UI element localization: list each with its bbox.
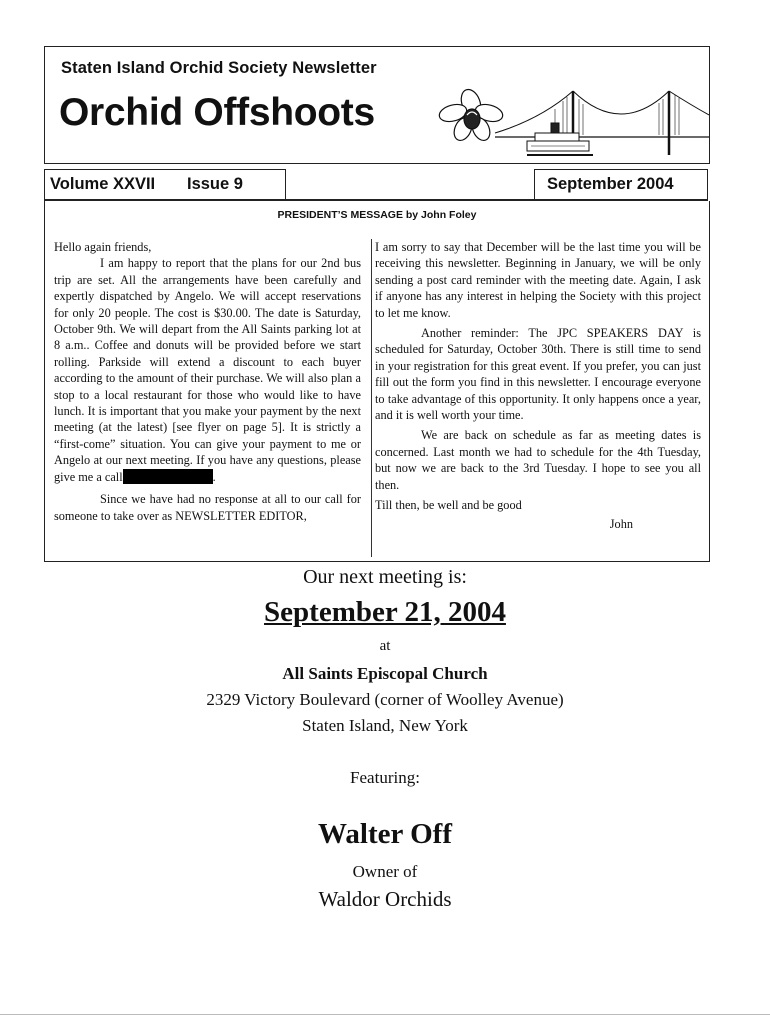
issue-label: Issue 9 xyxy=(187,175,243,193)
column-divider xyxy=(371,239,372,557)
greeting: Hello again friends, xyxy=(54,240,152,254)
meeting-address: 2329 Victory Boulevard (corner of Woolley Avenue) xyxy=(206,690,564,709)
message-paragraph: Since we have had no response at all to our call for someone to take over as NEWSLETTER EDITOR, xyxy=(54,492,361,523)
scan-edge-line xyxy=(0,1014,770,1015)
bus-trip-text: I am happy to report that the plans for our 2nd bus trip are set. All the arrangements have been carefully and expertly dispatched by Angelo. We will accept reservations for only 20 people. The cost is $30.00. The date is Saturday, October 9th. We will depart from the All Saints parking lot at 8 a.m.. Coffee and donuts will be provided before we start rolling. Parkside will extend a discount to each buyer according to the amount of their purchase. We will also plan a stop to a local restaurant for those who would like to have lunch. It is important that you make your payment by the next meeting (at the latest) [see flyer on page 5]. It is strictly a “first-come” situation. You can give your payment to me or Angelo at our next meeting. If you have any questions, please give me a call xyxy=(54,256,361,484)
newsletter-kicker: Staten Island Orchid Society Newsletter xyxy=(61,59,377,77)
message-heading: PRESIDENT’S MESSAGE by John Foley xyxy=(277,209,477,221)
meeting-city: Staten Island, New York xyxy=(302,716,468,735)
orchid-flower-icon xyxy=(437,87,504,143)
meeting-date: September 21, 2004 xyxy=(264,596,506,628)
message-right-column xyxy=(375,239,701,532)
message-paragraph: Another reminder: The JPC SPEAKERS DAY is scheduled for Saturday, October 30th. There is still time to send in your registration for this great event. If you prefer, you can just fill out the form you find in this newsletter. I encourage everyone to take advantage of this opportunity. It only happens once a year, and it is well worth your time. xyxy=(375,326,701,423)
next-meeting-intro: Our next meeting is: xyxy=(303,566,467,588)
meeting-at: at xyxy=(379,638,391,654)
volume-label: Volume XXVII xyxy=(50,175,156,193)
masthead xyxy=(44,46,710,164)
owner-of-label: Owner of xyxy=(352,862,418,881)
issue-date: September 2004 xyxy=(547,175,674,193)
orchid-bridge-ferry-illustration xyxy=(423,75,709,163)
message-paragraph: We are back on schedule as far as meeting dates is concerned. Last month we had to schedule for the 4th Tuesday, but now we are back to the 3rd Tuesday. I hope to see you all then. xyxy=(375,428,701,492)
volume-issue-box xyxy=(44,169,286,200)
issue-date-box xyxy=(534,169,708,200)
meeting-venue: All Saints Episcopal Church xyxy=(282,664,488,683)
newsletter-title: Orchid Offshoots xyxy=(59,91,375,134)
presidents-message-box xyxy=(44,201,710,562)
message-paragraph: I am sorry to say that December will be the last time you will be receiving this newsletter. Beginning in January, we will be only sending a post card reminder with the meeting date. Again, I ask if anyone has any interest in helping the Society with this project to let me know. xyxy=(375,240,701,320)
closing-line: Till then, be well and be good xyxy=(375,498,522,513)
speaker-company: Waldor Orchids xyxy=(318,887,452,911)
speaker-name: Walter Off xyxy=(318,818,452,850)
redacted-phone-bar xyxy=(123,469,213,484)
featuring-label: Featuring: xyxy=(350,768,420,787)
message-left-column xyxy=(54,239,361,524)
signature: John xyxy=(609,516,633,531)
sentence-end: . xyxy=(212,469,216,484)
message-paragraph xyxy=(54,255,361,485)
